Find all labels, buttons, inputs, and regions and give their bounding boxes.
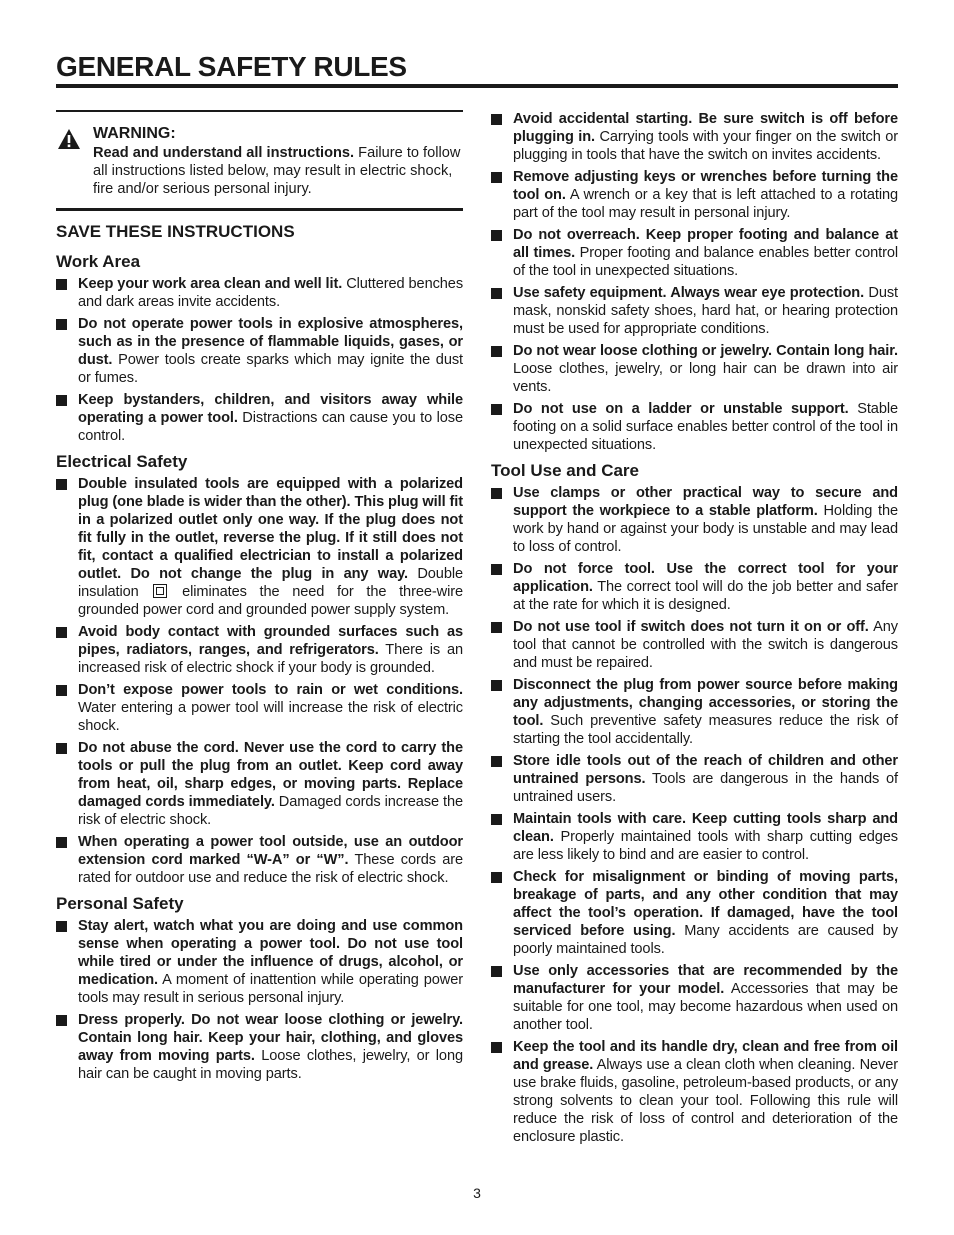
rule-text: A moment of inattention while operating power tools may result in serious personal injury.	[78, 972, 463, 1006]
rule-bold: Do not use tool if switch does not turn it on or off.	[513, 619, 869, 635]
list-item	[491, 868, 898, 958]
rule-bold: Do not wear loose clothing or jewelry. Contain long hair.	[513, 343, 898, 359]
rule-bold: Keep bystanders, children, and visitors away while operating a power tool.	[78, 392, 463, 426]
list-item	[491, 168, 898, 222]
rule-bold: Do not operate power tools in explosive atmospheres, such as in the presence of flammable liquids, gases, or dust.	[78, 316, 463, 368]
rule-text: A wrench or a key that is left attached to a rotating part of the tool may result in personal injury.	[513, 187, 898, 221]
right-column	[491, 110, 898, 1150]
rule-text: Dust mask, nonskid safety shoes, hard hat, or hearing protection must be used for appropriate conditions.	[513, 285, 898, 337]
warning-triangle-icon	[57, 128, 81, 150]
list-item	[56, 833, 463, 887]
square-bullet-icon	[56, 479, 67, 490]
square-bullet-icon	[56, 395, 67, 406]
list-item	[491, 342, 898, 396]
electrical-safety-list	[56, 475, 463, 887]
rule-text: There is an increased risk of electric shock if your body is grounded.	[78, 642, 463, 676]
square-bullet-icon	[491, 172, 502, 183]
rule-bold: Don’t expose power tools to rain or wet conditions.	[78, 682, 463, 698]
rule-text: Holding the work by hand or against your body is unstable and may lead to loss of control.	[513, 503, 898, 555]
rule-bold: Maintain tools with care. Keep cutting tools sharp and clean.	[513, 811, 898, 845]
rule-bold: Keep the tool and its handle dry, clean and free from oil and grease.	[513, 1039, 898, 1073]
square-bullet-icon	[491, 872, 502, 883]
rule-bold: Use safety equipment. Always wear eye protection.	[513, 285, 865, 301]
list-item	[56, 917, 463, 1007]
square-bullet-icon	[56, 627, 67, 638]
square-bullet-icon	[491, 966, 502, 977]
rule-bold: Stay alert, watch what you are doing and use common sense when operating a power tool. Do not use tool while tired or under the influence of drugs, alcohol, or medication.	[78, 918, 463, 988]
rule-text: Water entering a power tool will increase the risk of electric shock.	[78, 700, 463, 734]
list-item	[491, 560, 898, 614]
list-item	[56, 681, 463, 735]
rule-text: Always use a clean cloth when cleaning. Never use brake fluids, gasoline, petroleum-based products, or any strong solvents to clean your tool. Following this rule will reduce the risk of loss of control and deterioration of the enclosure plastic.	[513, 1057, 899, 1145]
square-bullet-icon	[491, 404, 502, 415]
list-item	[56, 1011, 463, 1083]
warning-body: Failure to follow all instructions listed below, may result in electric shock, fire and/or serious personal injury.	[93, 145, 461, 197]
rule-text: Loose clothes, jewelry, or long hair can be caught in moving parts.	[78, 1048, 463, 1082]
warning-box	[56, 110, 463, 211]
square-bullet-icon	[491, 346, 502, 357]
square-bullet-icon	[56, 1015, 67, 1026]
square-bullet-icon	[491, 230, 502, 241]
list-item	[491, 484, 898, 556]
rule-bold: Use only accessories that are recommended by the manufacturer for your model.	[513, 963, 898, 997]
section-heading-work-area: Work Area	[56, 252, 141, 271]
section-heading-personal-safety: Personal Safety	[56, 894, 184, 913]
list-item	[56, 315, 463, 387]
work-area-list	[56, 275, 463, 445]
square-bullet-icon	[56, 319, 67, 330]
double-insulation-icon	[153, 584, 167, 598]
rule-bold: Do not force tool. Use the correct tool for your application.	[513, 561, 898, 595]
rule-bold: Check for misalignment or binding of moving parts, breakage of parts, and any other condition that may affect the tool’s operation. If damaged, have the tool serviced before using.	[513, 869, 898, 939]
square-bullet-icon	[491, 288, 502, 299]
personal-safety-continued-list	[491, 110, 898, 454]
rule-bold: Remove adjusting keys or wrenches before turning the tool on.	[513, 169, 898, 203]
rule-text: Power tools create sparks which may ignite the dust or fumes.	[78, 352, 463, 386]
rule-text: Distractions can cause you to lose control.	[78, 410, 463, 444]
rule-bold: When operating a power tool outside, use an outdoor extension cord marked “W-A” or “W”.	[78, 834, 463, 868]
section-heading-electrical-safety: Electrical Safety	[56, 452, 188, 471]
rule-text: Such preventive safety measures reduce the risk of starting the tool accidentally.	[513, 713, 898, 747]
rule-bold: Dress properly. Do not wear loose clothing or jewelry. Contain long hair. Keep your hair, clothing, and gloves away from moving parts.	[78, 1012, 463, 1064]
list-item	[491, 226, 898, 280]
rule-text: Any tool that cannot be controlled with the switch is dangerous and must be repaired.	[513, 619, 898, 671]
rule-text: These cords are rated for outdoor use and reduce the risk of electric shock.	[78, 852, 464, 886]
page-title: GENERAL SAFETY RULES	[56, 51, 407, 82]
rule-text: Carrying tools with your finger on the switch or plugging in tools that have the switch on invites accidents.	[513, 129, 898, 163]
rule-text: Stable footing on a solid surface enables better control of the tool in unexpected situations.	[513, 401, 898, 453]
rule-text: Many accidents are caused by poorly maintained tools.	[513, 923, 899, 957]
list-item	[491, 810, 898, 864]
rule-bold: Avoid body contact with grounded surfaces such as pipes, radiators, ranges, and refrigerators.	[78, 624, 463, 658]
list-item	[56, 275, 463, 311]
rule-text: Loose clothes, jewelry, or long hair can be drawn into air vents.	[513, 361, 898, 395]
rule-bold: Do not use on a ladder or unstable support.	[513, 401, 849, 417]
rule-text: Proper footing and balance enables better control of the tool in unexpected situations.	[513, 245, 898, 279]
rule-text: Accessories that may be suitable for one tool, may become hazardous when used on another tool.	[513, 981, 898, 1033]
square-bullet-icon	[491, 488, 502, 499]
list-item	[491, 962, 898, 1034]
square-bullet-icon	[56, 685, 67, 696]
rule-bold: Avoid accidental starting. Be sure switch is off before plugging in.	[513, 111, 898, 145]
square-bullet-icon	[491, 1042, 502, 1053]
square-bullet-icon	[491, 814, 502, 825]
list-item	[56, 475, 463, 619]
tool-use-list	[491, 484, 898, 1146]
save-instructions-heading: SAVE THESE INSTRUCTIONS	[56, 222, 295, 241]
square-bullet-icon	[56, 921, 67, 932]
square-bullet-icon	[491, 680, 502, 691]
rule-text: Double insulation	[78, 566, 463, 600]
rule-text: The correct tool will do the job better and safer at the rate for which it is designed.	[513, 579, 898, 613]
left-column	[56, 110, 463, 1087]
rule-bold: Double insulated tools are equipped with a polarized plug (one blade is wider than the other). This plug will fit in a polarized outlet only one way. If the plug does not fit fully in the outlet, reverse the plug. If it still does not fit, contact a qualified electrician to install a polarized outlet. Do not change the plug in any way.	[78, 476, 463, 582]
list-item	[491, 400, 898, 454]
list-item	[56, 391, 463, 445]
square-bullet-icon	[491, 564, 502, 575]
rule-bold: Use clamps or other practical way to secure and support the workpiece to a stable platform.	[513, 485, 898, 519]
section-heading-tool-use: Tool Use and Care	[491, 461, 639, 480]
title-rule	[56, 84, 898, 88]
square-bullet-icon	[491, 114, 502, 125]
rule-text: Damaged cords increase the risk of electric shock.	[78, 794, 463, 828]
list-item	[56, 623, 463, 677]
list-item	[491, 284, 898, 338]
square-bullet-icon	[56, 279, 67, 290]
rule-text: eliminates the need for the three-wire grounded power cord and grounded power supply system.	[78, 584, 463, 618]
list-item	[491, 752, 898, 806]
rule-text: Tools are dangerous in the hands of untrained users.	[513, 771, 898, 805]
rule-bold: Do not overreach. Keep proper footing and balance at all times.	[513, 227, 898, 261]
rule-bold: Keep your work area clean and well lit.	[78, 276, 343, 292]
square-bullet-icon	[491, 756, 502, 767]
rule-text: Properly maintained tools with sharp cutting edges are less likely to bind and are easier to control.	[513, 829, 898, 863]
list-item	[491, 676, 898, 748]
list-item	[491, 110, 898, 164]
rule-bold: Do not abuse the cord. Never use the cord to carry the tools or pull the plug from an outlet. Keep cord away from heat, oil, sharp edges, or moving parts. Replace damaged cords immediately.	[78, 740, 463, 810]
rule-text: Cluttered benches and dark areas invite accidents.	[78, 276, 464, 310]
personal-safety-list	[56, 917, 463, 1083]
list-item	[491, 1038, 898, 1146]
warning-text	[93, 144, 463, 198]
warning-heading: WARNING:	[93, 125, 176, 142]
rule-bold: Store idle tools out of the reach of children and other untrained persons.	[513, 753, 898, 787]
square-bullet-icon	[56, 743, 67, 754]
list-item	[56, 739, 463, 829]
square-bullet-icon	[491, 622, 502, 633]
page-number: 3	[473, 1185, 481, 1201]
rule-bold: Disconnect the plug from power source before making any adjustments, changing accessories, or storing the tool.	[513, 677, 898, 729]
warning-lead: Read and understand all instructions.	[93, 145, 355, 161]
list-item	[491, 618, 898, 672]
square-bullet-icon	[56, 837, 67, 848]
